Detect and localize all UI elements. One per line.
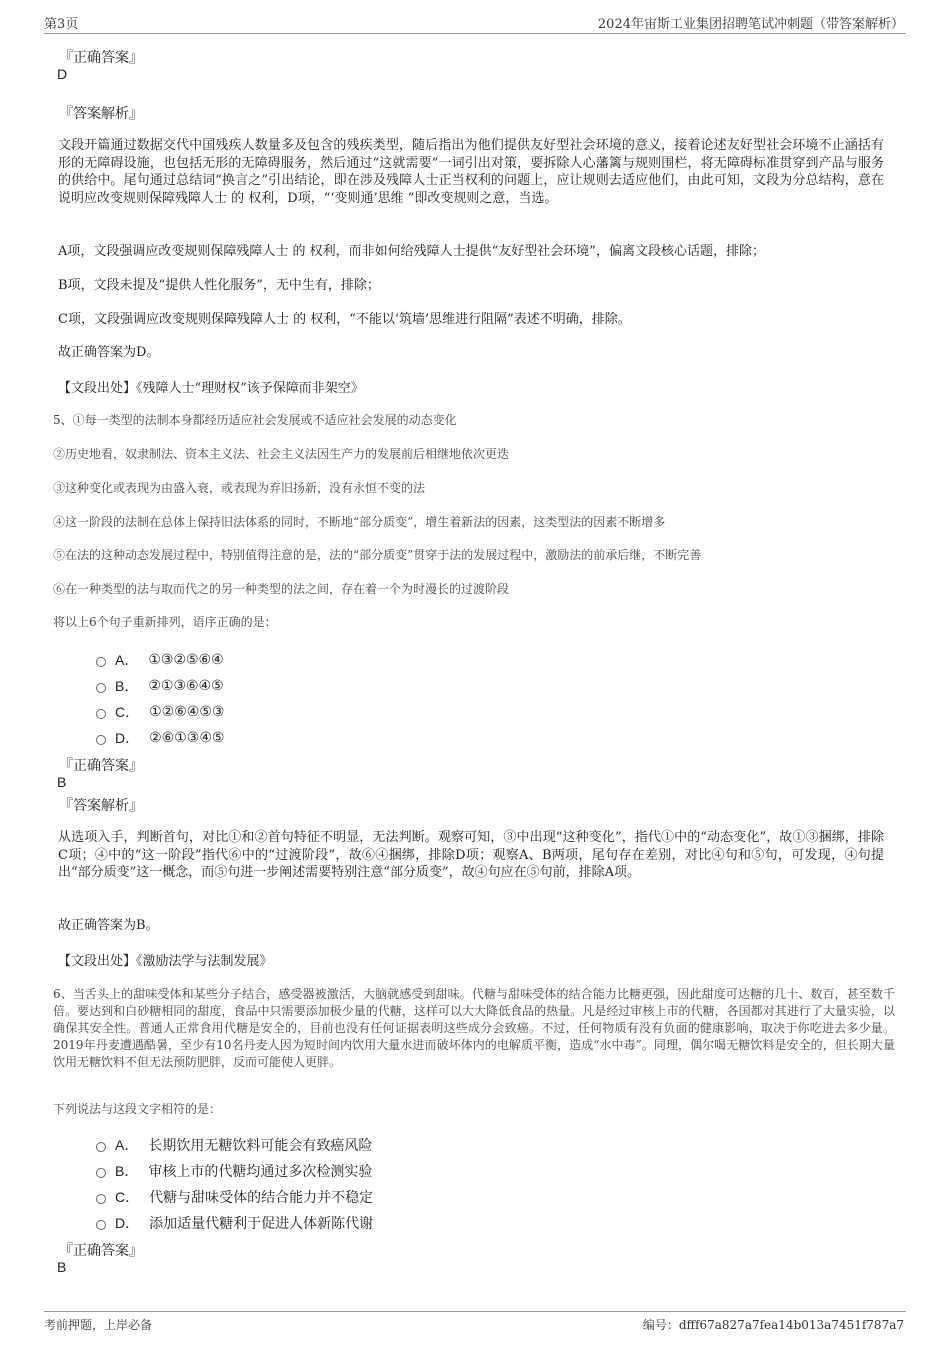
analysis-option-c: C项，文段强调应改变规则保障残障人士 的 权利，“不能以‘筑墙’思维进行阻隔”表述不明确，排除。	[58, 312, 631, 327]
radio-icon[interactable]	[96, 657, 106, 667]
source-title: 《激励法学与法制发展》	[136, 954, 273, 969]
analysis-label: 『答案解析』	[59, 106, 143, 122]
correct-answer-value: D	[57, 66, 68, 82]
source-line	[58, 377, 364, 396]
q6-passage: 6、当舌头上的甜味受体和某些分子结合，感受器被激活，大脑就感受到甜味。代糖与甜味受体的结合能力比糖更强，因此甜度可达糖的几十、数百，甚至数千倍。要达到和白砂糖相同的甜度，食品中只需要添加极少量的代糖，这样可以大大降低食品的热量。凡是经过审核上市的代糖，各国都对其进行了大量实验，以确保其安全性。普通人正常食用代糖是安全的，目前也没有任何证据表明这些成分会致癌。不过，任何物质有没有负面的健康影响，取决于你吃进去多少量。2019年丹麦遭遇酷暑，至少有10名丹麦人因为短时间内饮用大量水进而破坏体内的电解质平衡，造成“水中毒”。同理，偶尔喝无糖饮料是安全的，但长期大量饮用无糖饮料不但无法预防肥胖，反而可能使人更胖。	[53, 987, 895, 1069]
source-label: 【文段出处】	[58, 381, 137, 396]
correct-answer-label: 『正确答案』	[59, 758, 143, 774]
analysis-text: 文段开篇通过数据交代中国残疾人数量多及包含的残疾类型，随后指出为他们提供友好型社会环境的意义，接着论述友好型社会环境不止涵括有形的无障碍设施，也包括无形的无障碍服务，然后通过“这就需要”一词引出对策，要拆除人心藩篱与规则围栏，将无障碍标准贯穿到产品与服务的供给中。尾句通过总结词“换言之”引出结论，即在涉及残障人士正当权利的问题上，应让规则去适应他们，由此可知，文段为分总结构，意在说明应改变规则保障残障人士 的 权利，D项，“‘变则通’思维 ”即改变规则之意，当选。	[58, 138, 884, 206]
q6-option-c[interactable]: C． 代糖与甜味受体的结合能力并不稳定	[96, 1187, 373, 1207]
radio-icon[interactable]	[96, 1220, 106, 1230]
q5-option-d[interactable]: D． ②⑥①③④⑤	[96, 728, 224, 748]
analysis-option-a: A项，文段强调应改变规则保障残障人士 的 权利，而非如何给残障人士提供“友好型社会环境”，偏离文段核心话题，排除；	[58, 244, 765, 259]
q5-option-c[interactable]: C． ①②⑥④⑤③	[96, 702, 224, 722]
radio-icon[interactable]	[96, 709, 106, 719]
radio-icon[interactable]	[96, 683, 106, 693]
q6-option-a[interactable]: A． 长期饮用无糖饮料可能会有致癌风险	[96, 1135, 372, 1155]
radio-icon[interactable]	[96, 1194, 106, 1204]
correct-answer-label: 『正确答案』	[59, 1243, 143, 1259]
radio-icon[interactable]	[96, 1142, 106, 1152]
analysis-label: 『答案解析』	[59, 798, 143, 814]
header-rule	[44, 33, 906, 34]
footer-serial: 编号：dfff67a827a7fea14b013a7451f787a7	[642, 1318, 904, 1332]
analysis-text: 从选项入手，判断首句，对比①和②首句特征不明显，无法判断。观察可知，③中出现“这种变化”，指代①中的“动态变化”，故①③捆绑，排除C项；④中的“这一阶段”指代⑥中的“过渡阶段”，故⑥④捆绑，排除D项；观察A、B两项，尾句存在差别，对比④句和⑤句，可发现，④句提出“部分质变”这一概念，而⑤句进一步阐述需要特别注意“部分质变”，故④句应在⑤句前，排除A项。	[58, 830, 884, 880]
correct-answer-value: B	[57, 774, 67, 790]
footer-slogan: 考前押题，上岸必备	[44, 1318, 153, 1332]
radio-icon[interactable]	[96, 1168, 106, 1178]
source-line	[58, 950, 273, 969]
q5-sentence-6: ⑥在一种类型的法与取而代之的另一种类型的法之间，存在着一个为时漫长的过渡阶段	[53, 582, 510, 596]
q6-option-d[interactable]: D． 添加适量代糖利于促进人体新陈代谢	[96, 1213, 373, 1233]
q5-option-b[interactable]: B． ②①③⑥④⑤	[96, 676, 224, 696]
q6-prompt: 下列说法与这段文字相符的是：	[53, 1102, 222, 1116]
correct-answer-value: B	[57, 1259, 67, 1275]
analysis-conclusion: 故正确答案为B。	[58, 918, 159, 933]
q5-option-a[interactable]: A． ①③②⑤⑥④	[96, 650, 224, 670]
q5-prompt: 将以上6个句子重新排列，语序正确的是：	[53, 615, 277, 629]
q5-sentence-2: ②历史地看，奴隶制法、资本主义法、社会主义法因生产力的发展前后相继地依次更迭	[53, 447, 510, 461]
q5-sentence-5: ⑤在法的这种动态发展过程中，特别值得注意的是，法的“部分质变”贯穿于法的发展过程中，激励法的前承后继，不断完善	[53, 548, 702, 562]
q5-sentence-3: ③这种变化或表现为由盛入衰，或表现为弃旧扬新，没有永恒不变的法	[53, 481, 426, 495]
source-title: 《残障人士“理财权”该予保障而非架空》	[136, 381, 364, 396]
footer-rule	[44, 1311, 906, 1312]
analysis-option-b: B项，文段未提及“提供人性化服务”，无中生有，排除；	[58, 278, 380, 293]
radio-icon[interactable]	[96, 735, 106, 745]
correct-answer-label: 『正确答案』	[59, 50, 143, 66]
page-number: 第3页	[44, 17, 79, 32]
document-title: 2024年宙斯工业集团招聘笔试冲刺题（带答案解析）	[597, 17, 904, 32]
q5-sentence-1: 5、①每一类型的法制本身都经历适应社会发展或不适应社会发展的动态变化	[53, 413, 457, 427]
q6-option-b[interactable]: B． 审核上市的代糖均通过多次检测实验	[96, 1161, 372, 1181]
analysis-conclusion: 故正确答案为D。	[58, 345, 160, 360]
source-label: 【文段出处】	[58, 954, 137, 969]
q5-sentence-4: ④这一阶段的法制在总体上保持旧法体系的同时，不断地“部分质变”，增生着新法的因素，这类型法的因素不断增多	[53, 515, 666, 529]
